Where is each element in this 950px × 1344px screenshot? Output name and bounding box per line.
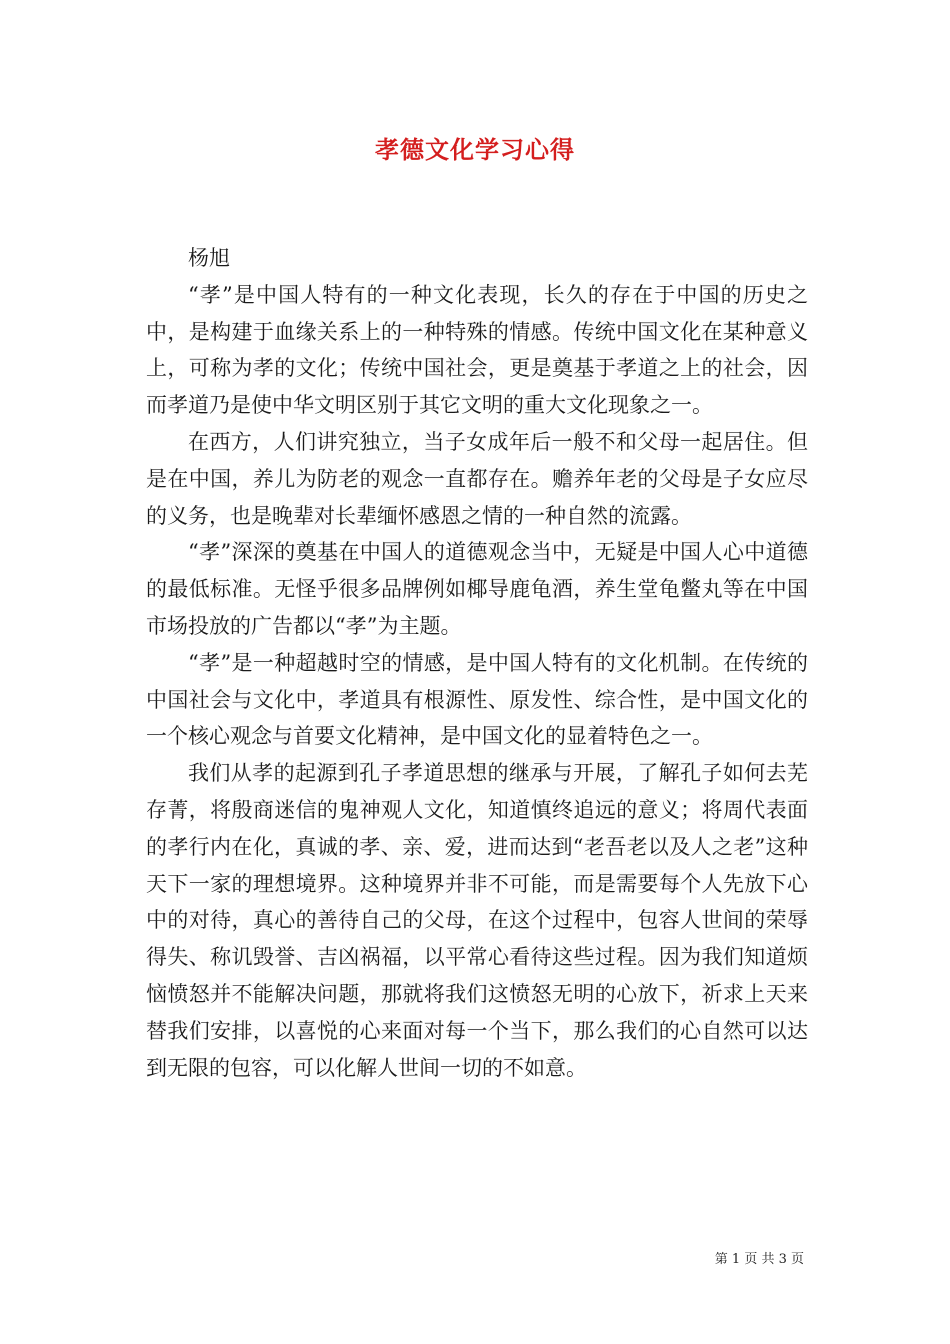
document-title: 孝德文化学习心得 <box>375 135 575 164</box>
paragraph: “孝”深深的奠基在中国人的道德观念当中，无疑是中国人心中道德的最低标准。无怪乎很多品牌例如椰导鹿龟酒，养生堂龟鳖丸等在中国市场投放的广告都以“孝”为主题。 <box>146 540 808 638</box>
paragraph: “孝”是中国人特有的一种文化表现，长久的存在于中国的历史之中，是构建于血缘关系上的一种特殊的情感。传统中国文化在某种意义上，可称为孝的文化；传统中国社会，更是奠基于孝道之上的社会，因而孝道乃是使中华文明区别于其它文明的重大文化现象之一。 <box>146 282 808 418</box>
author-name: 杨旭 <box>188 246 230 270</box>
page-number-footer: 第 1 页 共 3 页 <box>714 1252 804 1267</box>
paragraph: 在西方，人们讲究独立，当子女成年后一般不和父母一起居住。但是在中国，养儿为防老的观念一直都存在。赡养年老的父母是子女应尽的义务，也是晚辈对长辈缅怀感恩之情的一种自然的流露。 <box>146 429 808 528</box>
document-body <box>146 240 808 1086</box>
paragraph: “孝”是一种超越时空的情感，是中国人特有的文化机制。在传统的中国社会与文化中，孝道具有根源性、原发性、综合性，是中国文化的一个核心观念与首要文化精神，是中国文化的显着特色之一。 <box>146 650 808 749</box>
paragraph: 我们从孝的起源到孔子孝道思想的继承与开展，了解孔子如何去芜存菁，将殷商迷信的鬼神观人文化，知道慎终追远的意义；将周代表面的孝行内在化，真诚的孝、亲、爱，进而达到“老吾老以及人之老”这种天下一家的理想境界。这种境界并非不可能，而是需要每个人先放下心中的对待，真心的善待自己的父母，在这个过程中，包容人世间的荣辱得失、称讥毁誉、吉凶祸福，以平常心看待这些过程。因为我们知道烦恼愤怒并不能解决问题，那就将我们这愤怒无明的心放下，祈求上天来替我们安排，以喜悦的心来面对每一个当下，那么我们的心自然可以达到无限的包容，可以化解人世间一切的不如意。 <box>146 761 808 1080</box>
